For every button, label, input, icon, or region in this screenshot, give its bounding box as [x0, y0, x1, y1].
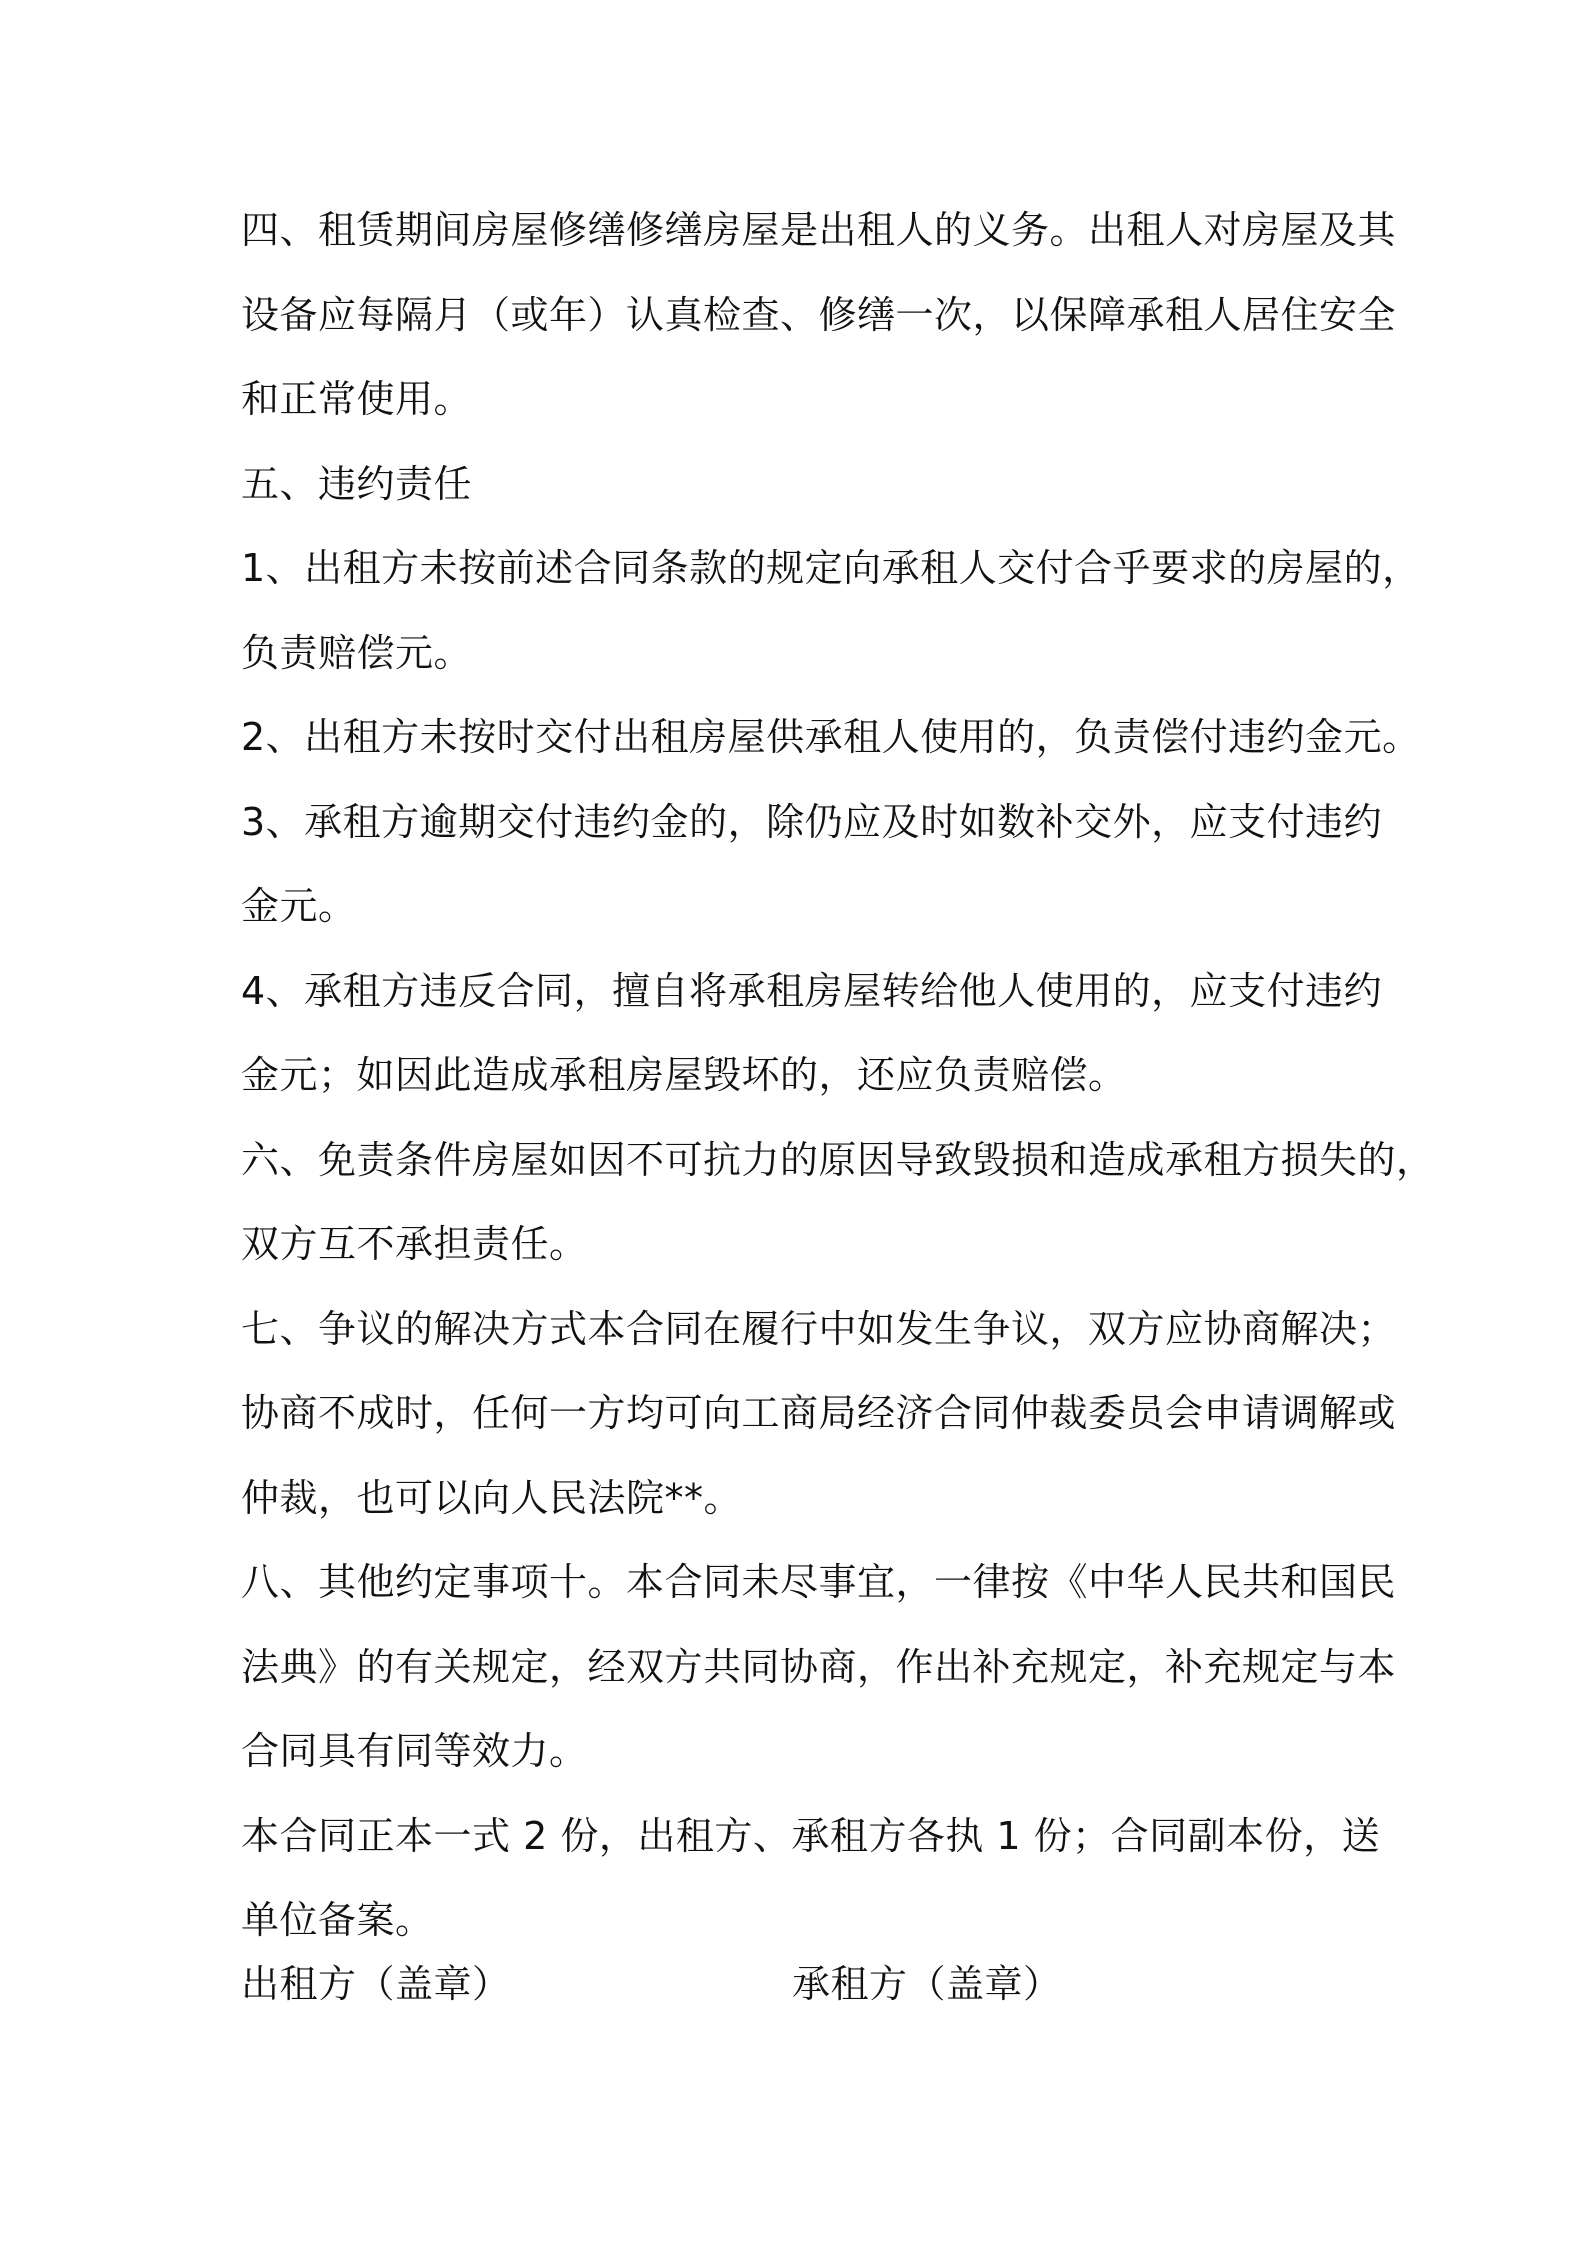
text-line: 法典》的有关规定，经双方共同协商，作出补充规定，补充规定与本: [241, 1644, 1397, 1689]
text-line: 协商不成时，任何一方均可向工商局经济合同仲裁委员会申请调解或: [241, 1391, 1397, 1435]
section-heading: 五、违约责任: [241, 461, 473, 506]
text-line: 2、出租方未按时交付出租房屋供承租人使用的，负责偿付违约金元。: [241, 715, 1421, 759]
text-line: 合同具有同等效力。: [241, 1729, 588, 1773]
lessor-signature-label: 出租方（盖章）: [241, 1962, 511, 2006]
text-line: 和正常使用。: [241, 377, 473, 421]
text-line: 双方互不承担责任。: [241, 1222, 588, 1266]
text-line: 3、承租方逾期交付违约金的，除仍应及时如数补交外，应支付违约: [241, 799, 1383, 844]
text-line: 七、争议的解决方式本合同在履行中如发生争议，双方应协商解决；: [241, 1306, 1397, 1351]
text-line: 六、免责条件房屋如因不可抗力的原因导致毁损和造成承租方损失的，: [241, 1137, 1435, 1182]
text-line: 四、租赁期间房屋修缮修缮房屋是出租人的义务。出租人对房屋及其: [241, 208, 1397, 252]
text-line: 1、出租方未按前述合同条款的规定向承租人交付合乎要求的房屋的，: [241, 546, 1421, 590]
signature-row: [241, 1942, 1381, 2026]
text-line: 4、承租方违反合同，擅自将承租房屋转给他人使用的，应支付违约: [241, 968, 1383, 1013]
contract-body: [241, 188, 1435, 1963]
text-line: 金元。: [241, 884, 357, 928]
text-line: 本合同正本一式 2 份，出租方、承租方各执 1 份；合同副本份，送: [241, 1813, 1381, 1858]
text-line: 仲裁，也可以向人民法院**。: [241, 1475, 743, 1520]
lessee-signature-label: 承租方（盖章）: [792, 1962, 1062, 2006]
text-line: 设备应每隔月（或年）认真检查、修缮一次，以保障承租人居住安全: [241, 292, 1397, 337]
text-line: 单位备案。: [241, 1898, 434, 1942]
text-line: 负责赔偿元。: [241, 630, 473, 675]
text-line: 金元；如因此造成承租房屋毁坏的，还应负责赔偿。: [241, 1053, 1127, 1097]
text-line: 八、其他约定事项十。本合同未尽事宜，一律按《中华人民共和国民: [241, 1560, 1397, 1604]
